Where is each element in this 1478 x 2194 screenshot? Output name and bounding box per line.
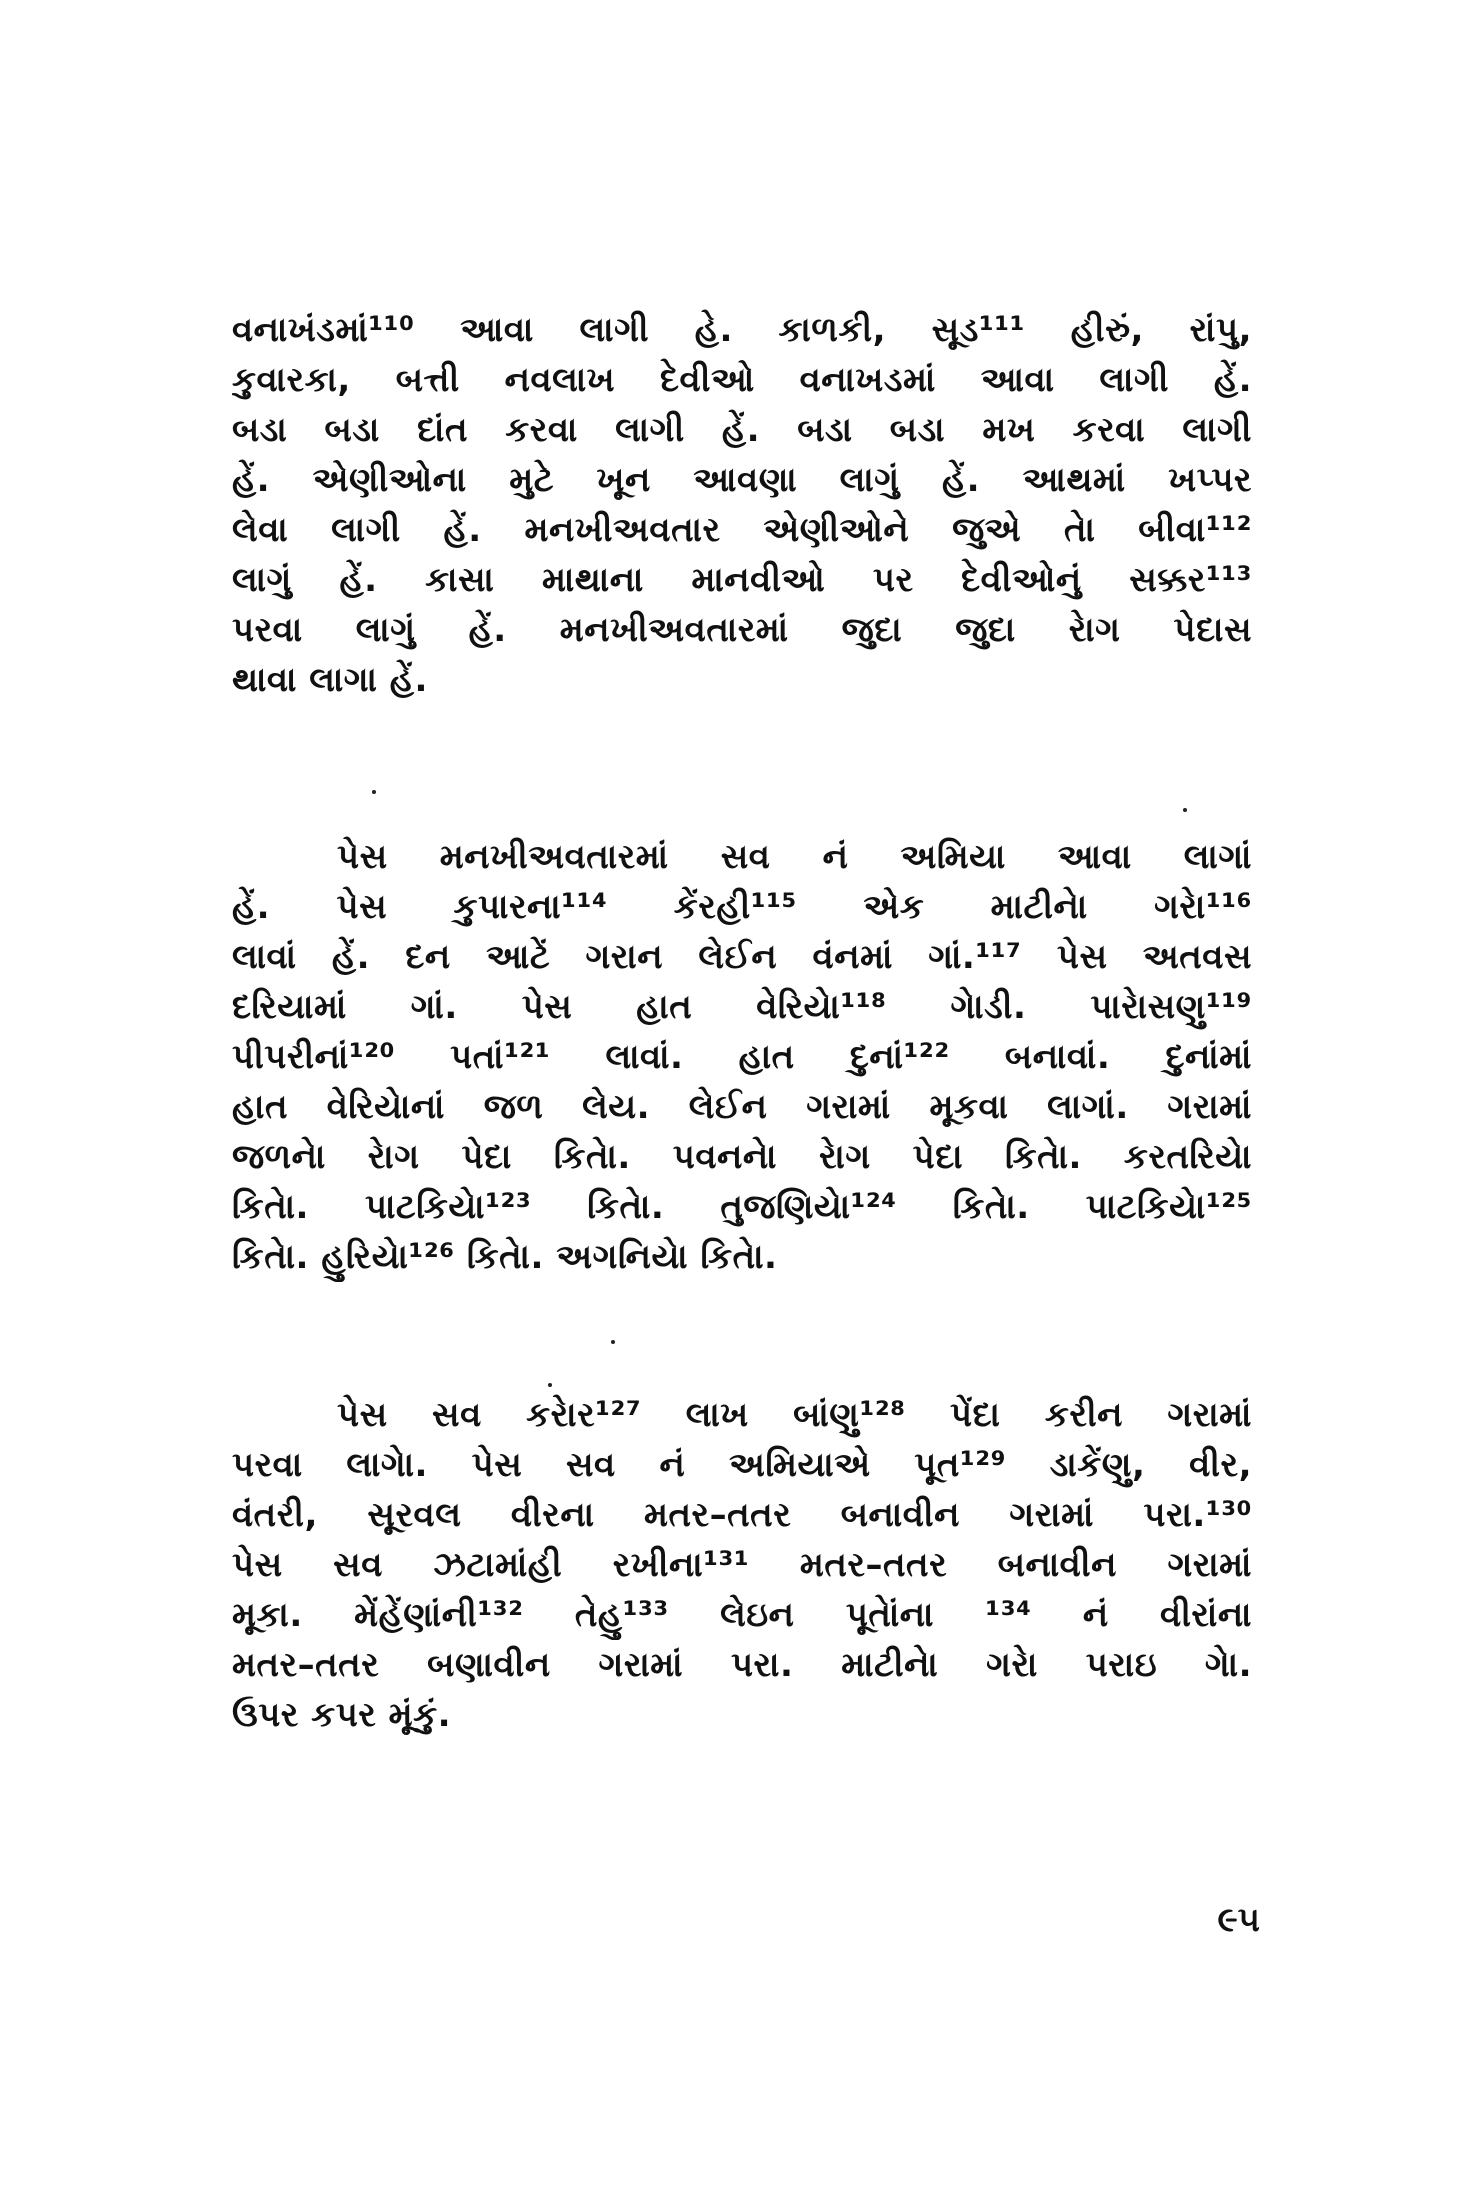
text-line: જળનેા રેાગ પેદા કિતેા. પવનનેા રેાગ પેદા કિતેા. કરતરિયેા	[232, 1137, 1252, 1177]
text-line: થાવા લાગા હેં.	[232, 660, 428, 700]
print-speck	[372, 790, 376, 794]
text-line: લેવા લાગી હેં. મનખીઅવતાર એણીઓને જુએ તેા બીવા¹¹²	[232, 510, 1252, 550]
text-line: પેસ મનખીઅવતારમાં સવ નં અમિયા આવા લાગાં	[337, 837, 1252, 877]
paragraph-2	[232, 832, 1252, 1282]
text-line: કિતેા. પાટકિયેા¹²³ કિતેા. તુજણિયેા¹²⁴ કિતેા. પાટકિયેા¹²⁵	[232, 1187, 1252, 1227]
text-line: હેં. પેસ કુપારના¹¹⁴ કેંરહી¹¹⁵ એક માટીનેા ગરેા¹¹⁶	[232, 887, 1252, 927]
text-line: બડા બડા દાંત કરવા લાગી હેં. બડા બડા મખ કરવા લાગી	[232, 410, 1252, 450]
print-speck	[611, 1340, 615, 1344]
page-number: ૯૫	[1217, 1900, 1260, 1940]
text-line: વંતરી, સૂરવલ વીરના મતર–તતર બનાવીન ગરામાં પરા.¹³⁰	[232, 1495, 1252, 1535]
print-speck	[1183, 808, 1187, 812]
text-line: ઉપર કપર મૂંકું.	[232, 1695, 452, 1735]
text-line: કિતેા. હુરિયેા¹²⁶ કિતેા. અગનિયેા કિતેા.	[232, 1237, 778, 1277]
text-line: પરવા લાગેા. પેસ સવ નં અમિયાએ પૂત¹²⁹ ડાકેંણુ, વીર,	[232, 1445, 1252, 1485]
text-line: લાવાં હેં. દન આટેં ગરાન લેઈન વંનમાં ગાં.¹¹⁷ પેસ અતવસ	[232, 937, 1252, 977]
print-speck	[548, 1383, 552, 1387]
text-line: લાગું હેં. કાસા માથાના માનવીઓ પર દેવીઓનું સક્કર¹¹³	[232, 560, 1252, 600]
text-line: કુવારકા, બત્તી નવલાખ દેવીઓ વનાખડમાં આવા લાગી હેં.	[232, 360, 1252, 400]
text-line: હેં. એણીઓના મુટે ખૂન આવણા લાગું હેં. આથમાં ખપ્પર	[232, 460, 1252, 500]
text-line: પેસ સવ કરેાર¹²⁷ લાખ બાંણુ¹²⁸ પેંદા કરીન ગરામાં	[337, 1395, 1252, 1435]
text-line: દરિયામાં ગાં. પેસ હાત વેરિયેા¹¹⁸ ગેાડી. પારેાસણુ¹¹⁹	[232, 987, 1252, 1027]
text-line: વનાખંડમાં¹¹⁰ આવા લાગી હે. કાળકી, સૂડ¹¹¹ હીરું, રાંપુ,	[232, 310, 1252, 350]
text-line: મતર–તતર બણાવીન ગરામાં પરા. માટીનેા ગરેા પરાઇ ગેા.	[232, 1645, 1252, 1685]
text-line: મૂકા. મેંહેંણાંની¹³² તેહુ¹³³ લેઇન પૂતેાંના ¹³⁴ નં વીરાંના	[232, 1595, 1252, 1635]
text-line: પીપરીનાં¹²⁰ પતાં¹²¹ લાવાં. હાત દુનાં¹²² બનાવાં. દુનાંમાં	[232, 1037, 1252, 1077]
paragraph-3	[232, 1390, 1252, 1740]
text-line: હાત વેરિયેાનાં જળ લેય. લેઈન ગરામાં મૂકવા લાગાં. ગરામાં	[232, 1087, 1252, 1127]
paragraph-1	[232, 305, 1252, 705]
text-line: પરવા લાગું હેં. મનખીઅવતારમાં જુદા જુદા રેાગ પેદાસ	[232, 610, 1252, 650]
text-line: પેસ સવ ઝટામાંહી રખીના¹³¹ મતર–તતર બનાવીન ગરામાં	[232, 1545, 1252, 1585]
